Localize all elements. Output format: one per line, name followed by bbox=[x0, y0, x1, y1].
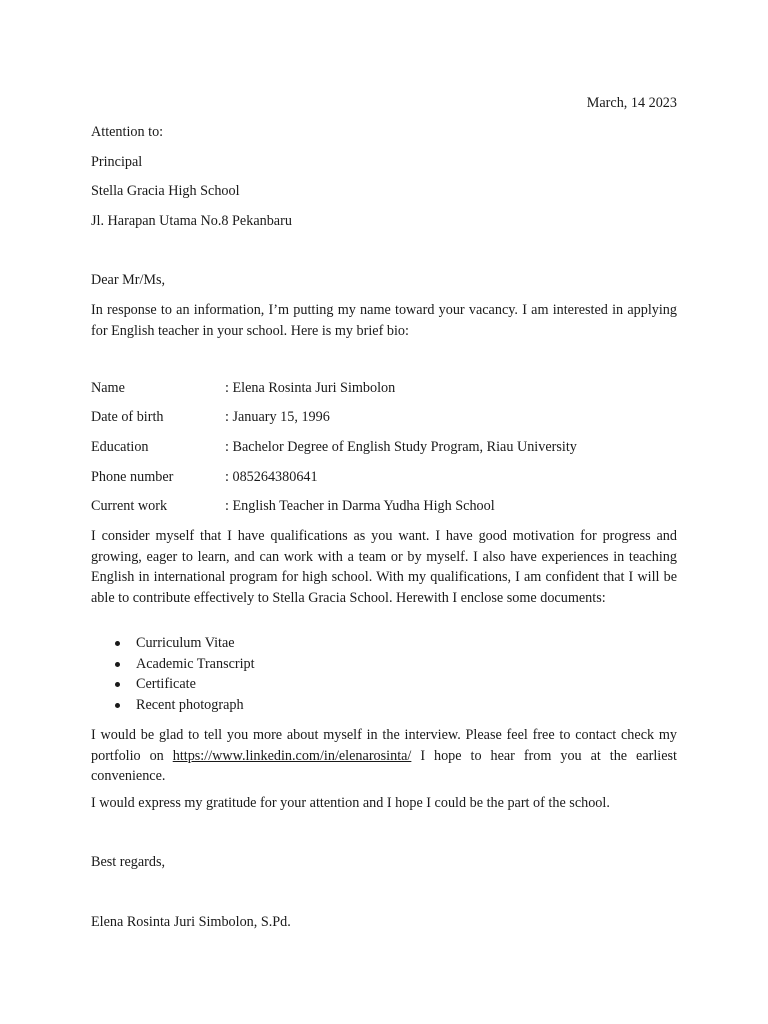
list-item bbox=[91, 633, 255, 654]
document-name: Curriculum Vitae bbox=[136, 635, 235, 651]
document-name: Certificate bbox=[136, 676, 196, 693]
bio-value: : Bachelor Degree of English Study Program, Riau University bbox=[225, 439, 577, 455]
bio-label: Date of birth bbox=[91, 409, 164, 425]
list-item bbox=[91, 674, 255, 695]
closing: Best regards, bbox=[91, 854, 166, 870]
salutation: Dear Mr/Ms, bbox=[91, 272, 166, 288]
bio-label: Education bbox=[91, 439, 149, 455]
list-item bbox=[91, 654, 255, 675]
bio-value: : Elena Rosinta Juri Simbolon bbox=[225, 380, 396, 396]
bullet-icon bbox=[115, 682, 120, 687]
interview-text: I would be glad to tell you more about myself in the interview. Please feel free to contact check my portfolio on bbox=[91, 727, 677, 764]
bullet-icon bbox=[115, 662, 120, 667]
bio-label: Name bbox=[91, 380, 125, 396]
bullet-icon bbox=[115, 641, 120, 646]
recipient-school: Stella Gracia High School bbox=[91, 183, 240, 199]
bio-value: : 085264380641 bbox=[225, 469, 318, 485]
bio-value: : English Teacher in Darma Yudha High School bbox=[225, 498, 495, 514]
document-name: Academic Transcript bbox=[136, 655, 255, 672]
document-name: Recent photograph bbox=[136, 697, 244, 714]
recipient-address: Jl. Harapan Utama No.8 Pekanbaru bbox=[91, 213, 292, 229]
attention-line: Attention to: bbox=[91, 124, 164, 140]
recipient-title: Principal bbox=[91, 154, 143, 170]
intro-paragraph: In response to an information, I’m putting my name toward your vacancy. I am interested in applying for English teacher in your school. Here is my brief bio: bbox=[91, 302, 677, 339]
bio-label: Current work bbox=[91, 498, 168, 514]
portfolio-link[interactable]: https://www.linkedin.com/in/elenarosinta/ bbox=[172, 747, 412, 764]
bio-label: Phone number bbox=[91, 469, 174, 485]
interview-text-end: I hope to hear from you at the earliest convenience. bbox=[91, 747, 677, 784]
documents-list bbox=[91, 633, 255, 716]
gratitude-paragraph: I would express my gratitude for your attention and I hope I could be the part of the school. bbox=[91, 795, 610, 811]
qualifications-paragraph: I consider myself that I have qualifications as you want. I have good motivation for progress and growing, eager to learn, and can work with a team or by myself. I also have experiences in teaching English in international program for high school. With my qualifications, I am confident that I will be able to contribute effectively to Stella Gracia School. Herewith I enclose some documents: bbox=[91, 528, 677, 606]
bullet-icon bbox=[115, 703, 120, 708]
letter-date: March, 14 2023 bbox=[586, 95, 677, 111]
list-item bbox=[91, 695, 255, 716]
bio-value: : January 15, 1996 bbox=[225, 409, 330, 425]
interview-paragraph bbox=[91, 725, 677, 787]
signature: Elena Rosinta Juri Simbolon, S.Pd. bbox=[91, 914, 291, 930]
